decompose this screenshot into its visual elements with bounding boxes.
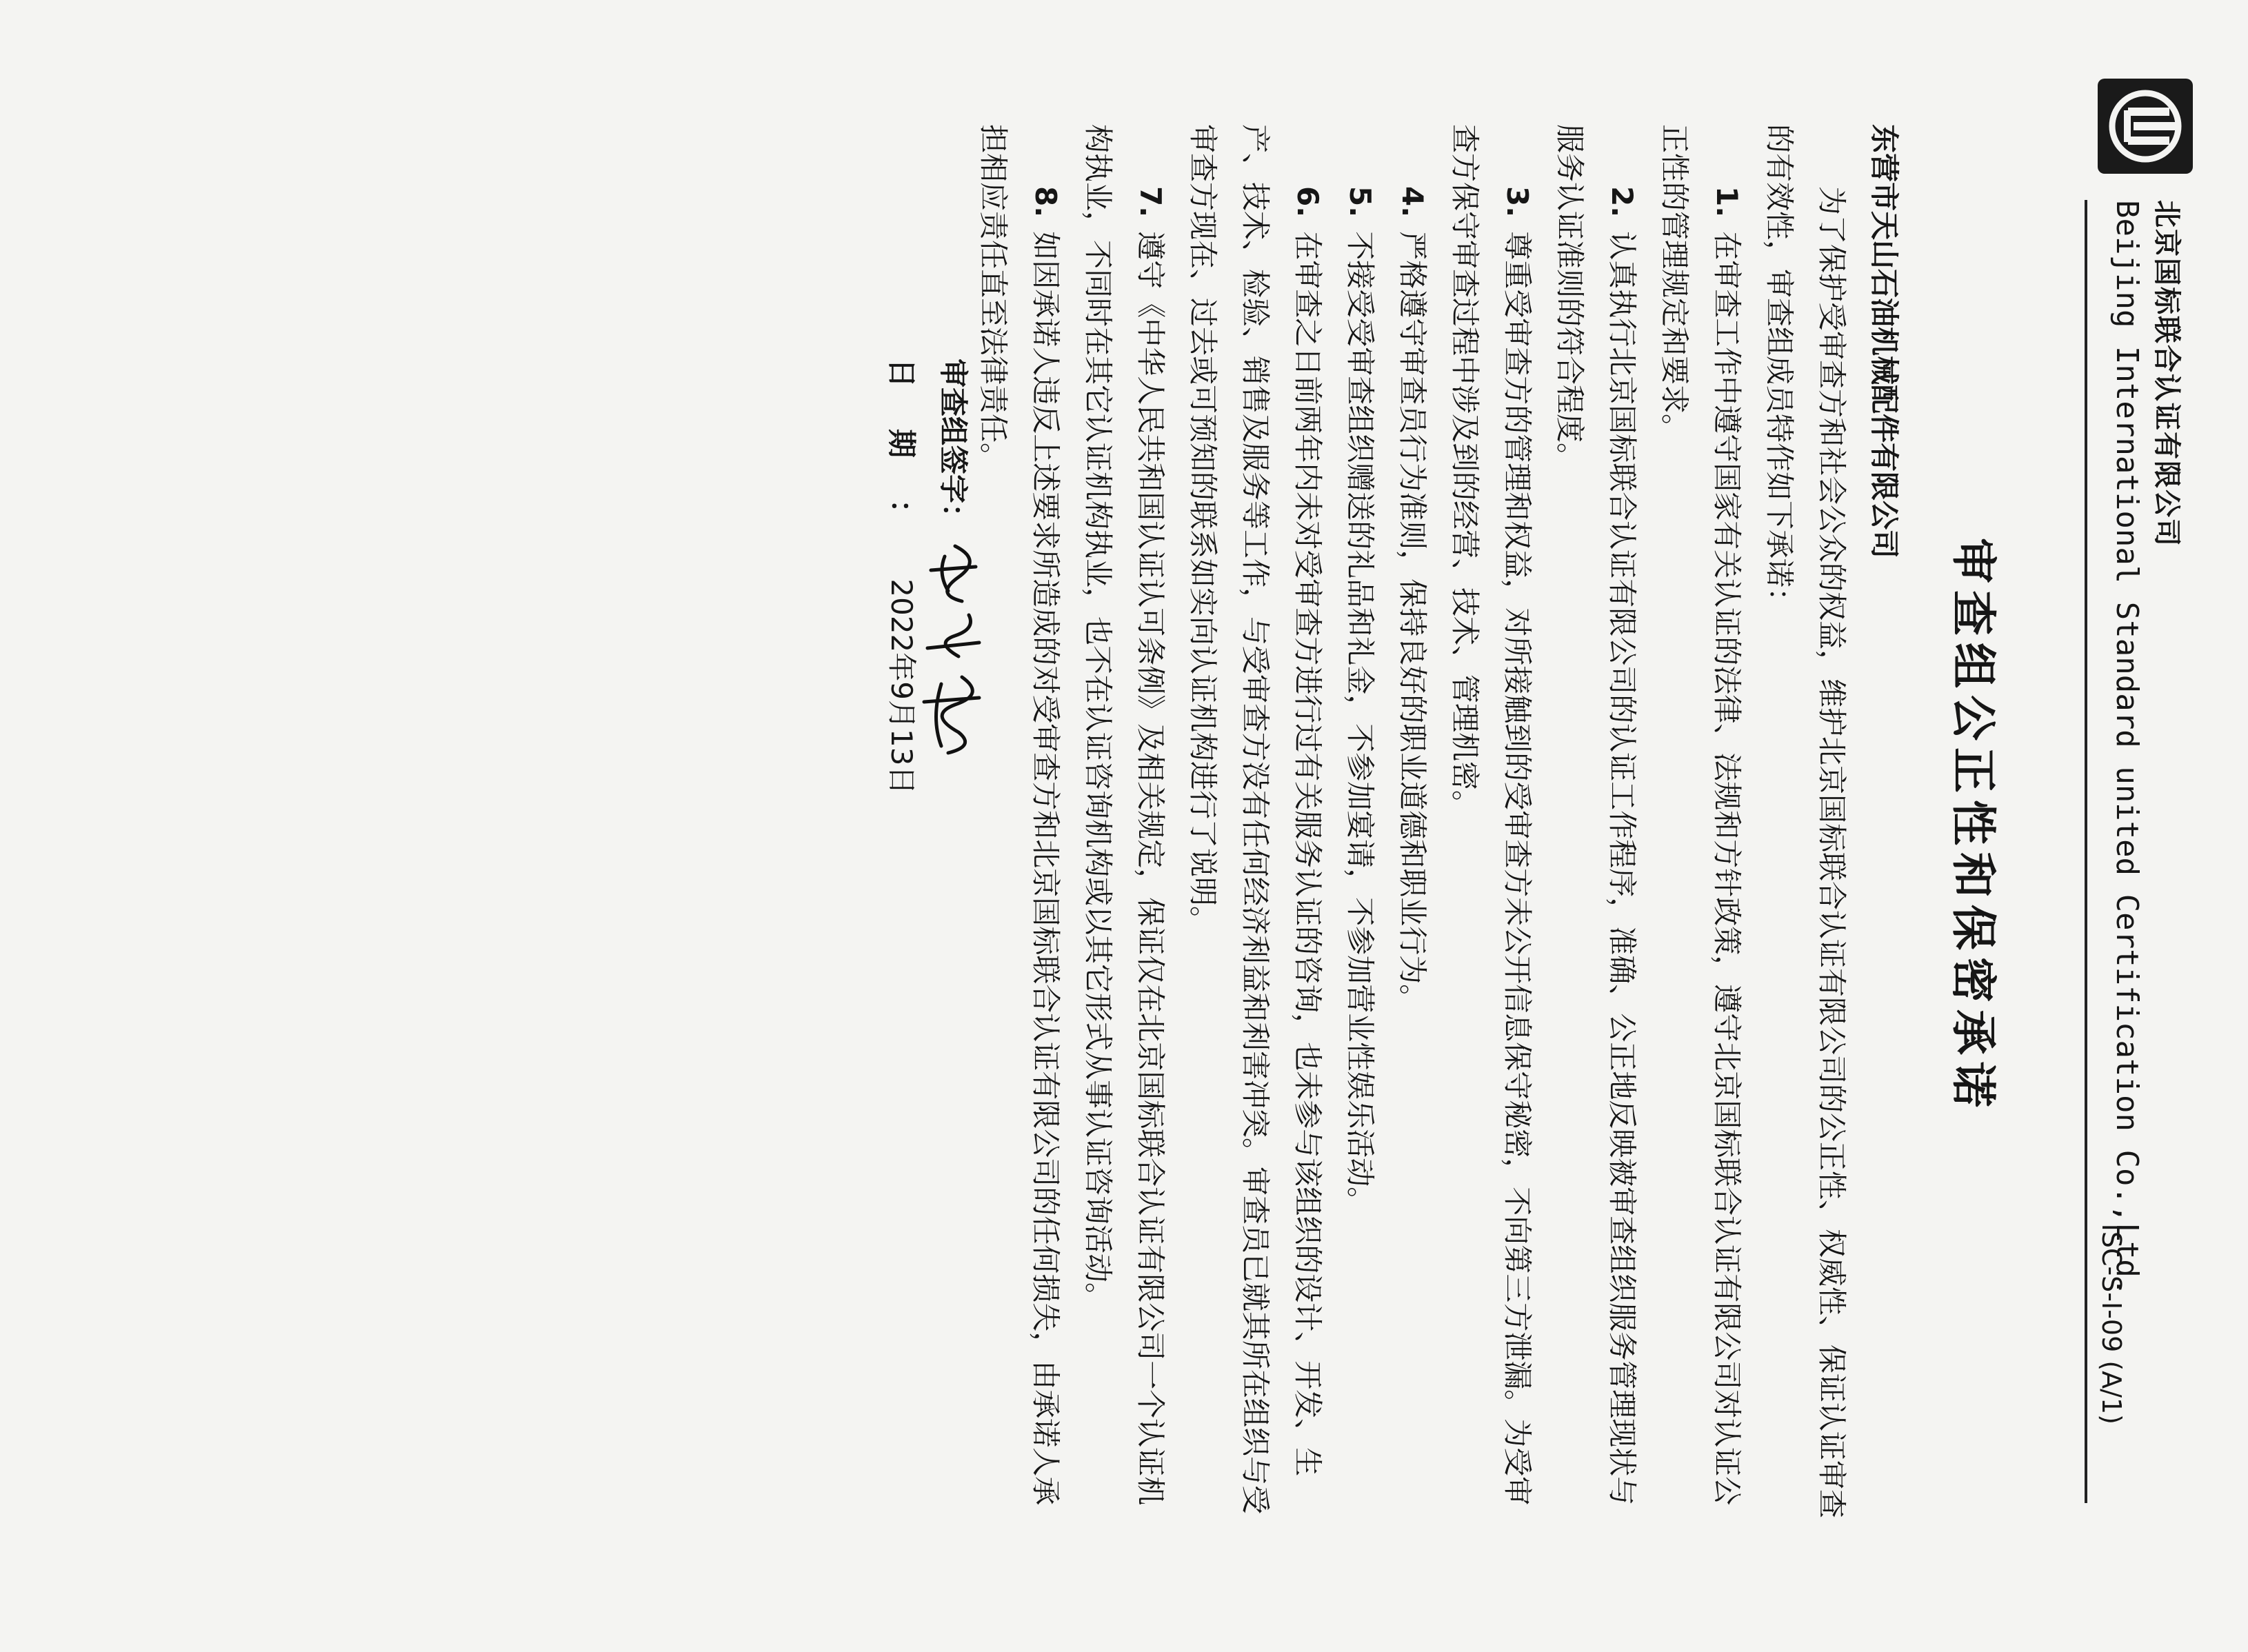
date-row: [883, 359, 924, 794]
header-divider: [2085, 200, 2087, 1503]
commitment-number: 6.: [1291, 186, 1325, 218]
commitment-text: 不接受受审查组织赠送的礼品和礼金，不参加宴请，不参加营业性娱乐活动。: [1343, 231, 1377, 1216]
addressee: 东营市天山石油机械配件有限公司: [1867, 124, 1901, 559]
commitment-text: 在审查之日前两年内未对受审查方进行过有关服务认证的咨询，也未参与该组织的设计、开发、生产、技术、检验、销售及服务等工作，与受审查方没有任何经济利益和利害冲突。审查员已就其所在组织与受审查方现在、过去或可预知的联系如实向认证机构进行了说明。: [1186, 124, 1325, 1515]
signature-row: [914, 359, 996, 760]
commitment-text: 尊重受审查方的管理和权益，对所接触到的受审查方未公开信息保守秘密，不向第三方泄漏。为受审查方保守审查过程中涉及到的经营、技术、管理机密。: [1448, 124, 1534, 1506]
commitment-number: 8.: [1029, 186, 1063, 218]
commitment-number: 2.: [1605, 186, 1639, 218]
commitment-text: 认真执行北京国标联合认证有限公司的认证工作程序，准确、公正地反映被审查组织服务管理现状与服务认证准则的符合程度。: [1553, 124, 1639, 1506]
commitment-list: [967, 124, 1753, 1531]
company-name-cn: 北京国标联合认证有限公司: [2151, 200, 2182, 547]
commitment-item: [1648, 124, 1753, 1531]
date-value: 2022年9月13日: [885, 578, 919, 795]
commitment-text: 在审查工作中遵守国家有关认证的法律、法规和方针政策，遵守北京国标联合认证有限公司对认证公正性的管理规定和要求。: [1658, 124, 1744, 1506]
commitment-number: 4.: [1396, 186, 1429, 218]
commitment-item: [1386, 124, 1438, 1531]
commitment-number: 5.: [1343, 186, 1377, 218]
commitment-text: 遵守《中华人民共和国认证认可条例》及相关规定，保证仅在北京国标联合认证有限公司一个认证机构执业，不同时在其它认证机构执业，也不在认证咨询机构或以其它形式从事认证咨询活动。: [1081, 124, 1167, 1506]
signature-label: 审查组签字：: [936, 359, 970, 533]
commitment-item: [1334, 124, 1386, 1531]
commitment-item: [1072, 124, 1176, 1531]
date-label: 日期：: [885, 359, 919, 570]
document-body: [967, 124, 1910, 1531]
commitment-number: 7.: [1134, 186, 1167, 218]
commitment-item: [1438, 124, 1543, 1531]
commitment-item: [1543, 124, 1648, 1531]
commitment-text: 严格遵守审查员行为准则，保持良好的职业道德和职业行为。: [1396, 231, 1429, 1014]
commitment-number: 1.: [1710, 186, 1744, 218]
commitment-number: 3.: [1501, 186, 1534, 218]
intro-paragraph: 为了保护受审查方和社会公众的权益，维护北京国标联合认证有限公司的公正性、权威性、保证认证审查的有效性，审查组成员特作如下承诺：: [1763, 124, 1849, 1519]
document-code: ISC-S-I-09 (A/1): [2096, 1223, 2127, 1424]
document-title: 审查组公正性和保密承诺: [1947, 538, 2000, 1114]
isc-logo-icon: [2094, 74, 2197, 178]
commitment-item: [1176, 124, 1334, 1531]
company-name-en: Beijing International Standard united Certification Co.,Ltd.: [2109, 200, 2145, 1296]
handwritten-signature-icon: [914, 539, 996, 760]
commitment-text: 如因承诺人违反上述要求所造成的对受审查方和北京国标联合认证有限公司的任何损失，由承诺人承担相应责任直至法律责任。: [976, 124, 1063, 1506]
commitment-item: [967, 124, 1072, 1531]
